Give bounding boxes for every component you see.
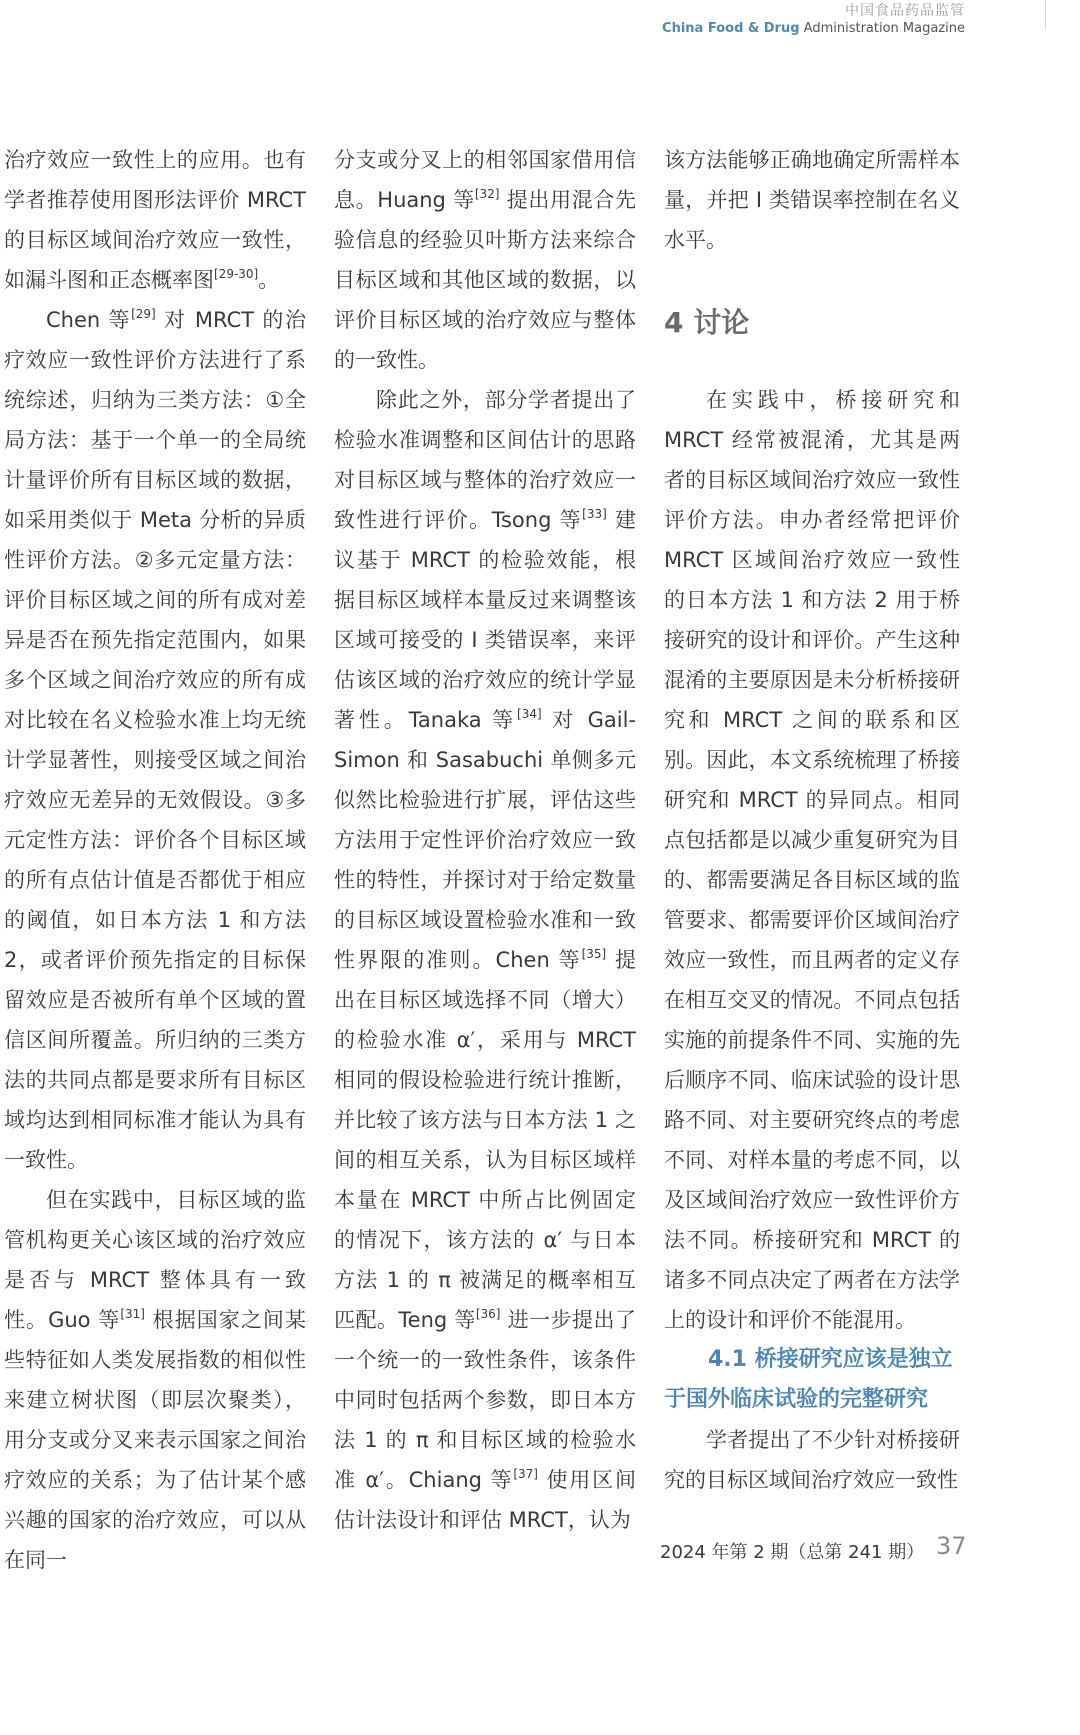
citation-ref: [29] [131, 307, 156, 321]
paragraph: 分支或分叉上的相邻国家借用信息。Huang 等[32] 提出用混合先验信息的经验贝叶斯方法来综合目标区域和其他区域的数据，以评价目标区域的治疗效应与整体的一致性。 [334, 148, 636, 372]
citation-ref: [31] [120, 1307, 145, 1321]
citation-ref: [32] [474, 187, 500, 201]
journal-title-en [662, 20, 965, 38]
text-column-3 [664, 140, 960, 1500]
citation-ref: [35] [581, 947, 607, 961]
header-divider [1045, 0, 1046, 30]
journal-title-en-accent: China Food & Drug [662, 21, 800, 36]
text-column-1 [4, 140, 306, 1580]
journal-title-cn: 中国食品药品监管 [845, 3, 965, 19]
paragraph: 治疗效应一致性上的应用。也有学者推荐使用图形法评价 MRCT 的目标区域间治疗效应一致性，如漏斗图和正态概率图[29-30]。 [4, 148, 306, 292]
citation-ref: [33] [582, 507, 607, 521]
running-header [662, 2, 965, 38]
paragraph: 学者提出了不少针对桥接研究的目标区域间治疗效应一致性 [664, 1428, 960, 1492]
citation-ref: [34] [517, 707, 542, 721]
paragraph: 在实践中，桥接研究和 MRCT 经常被混淆，尤其是两者的目标区域间治疗效应一致性评价方法。申办者经常把评价 MRCT 区域间治疗效应一致性的日本方法 1 和方法 2 用于桥接研究的设计和评价。产生这种混淆的主要原因是未分析桥接研究和 MRCT 之间的联系和区别。因此，本文系统梳理了桥接研究和 MRCT 的异同点。相同点包括都是以减少重复研究为目的、都需要满足各目标区域的监管要求、都需要评价区域间治疗效应一致性，而且两者的定义存在相互交叉的情况。不同点包括实施的前提条件不同、实施的先后顺序不同、临床试验的设计思路不同、对主要研究终点的考虑不同、对样本量的考虑不同，以及区域间治疗效应一致性评价方法不同。桥接研究和 MRCT 的诸多不同点决定了两者在方法学上的设计和评价不能混用。 [664, 388, 960, 1332]
subsection-heading: 4.1 桥接研究应该是独立 于国外临床试验的完整研究 [664, 1347, 953, 1412]
page-number: 37 [936, 1532, 967, 1560]
issue-info: 2024 年第 2 期（总第 241 期） [660, 1542, 925, 1563]
section-heading: 4 讨论 [664, 306, 750, 339]
paragraph: 但在实践中，目标区域的监管机构更关心该区域的治疗效应是否与 MRCT 整体具有一致性。Guo 等[31] 根据国家之间某些特征如人类发展指数的相似性来建立树状图（即层次聚类），用分支或分叉来表示国家之间治疗效应的关系；为了估计某个感兴趣的国家的治疗效应，可以从在同一 [4, 1188, 306, 1572]
paragraph: Chen 等[29] 对 MRCT 的治疗效应一致性评价方法进行了系统综述，归纳为三类方法：①全局方法：基于一个单一的全局统计量评价所有目标区域的数据，如采用类似于 Meta 分析的异质性评价方法。②多元定量方法：评价目标区域之间的所有成对差异是否在预先指定范围内，如果多个区域之间治疗效应的所有成对比较在名义检验水准上均无统计学显著性，则接受区域之间治疗效应无差异的无效假设。③多元定性方法：评价各个目标区域的所有点估计值是否都优于相应的阈值，如日本方法 1 和方法 2，或者评价预先指定的目标保留效应是否被所有单个区域的置信区间所覆盖。所归纳的三类方法的共同点都是要求所有目标区域均达到相同标准才能认为具有一致性。 [4, 307, 306, 1172]
journal-title-en-rest: Administration Magazine [799, 21, 965, 36]
paragraph: 该方法能够正确地确定所需样本量，并把 I 类错误率控制在名义水平。 [664, 148, 960, 252]
citation-ref: [36] [475, 1307, 501, 1321]
paragraph: 除此之外，部分学者提出了检验水准调整和区间估计的思路对目标区域与整体的治疗效应一致性进行评价。Tsong 等[33] 建议基于 MRCT 的检验效能，根据目标区域样本量反过来调整该区域可接受的 I 类错误率，来评估该区域的治疗效应的统计学显著性。Tanaka 等[34] 对 Gail-Simon 和 Sasabuchi 单侧多元似然比检验进行扩展，评估这些方法用于定性评价治疗效应一致性的特性，并探讨对于给定数量的目标区域设置检验水准和一致性界限的准则。Chen 等[35] 提出在目标区域选择不同（增大）的检验水准 α′，采用与 MRCT 相同的假设检验进行统计推断，并比较了该方法与日本方法 1 之间的相互关系，认为目标区域样本量在 MRCT 中所占比例固定的情况下，该方法的 α′ 与日本方法 1 的 π 被满足的概率相互匹配。Teng 等[36] 进一步提出了一个统一的一致性条件，该条件中同时包括两个参数，即日本方法 1 的 π 和目标区域的检验水准 α′。Chiang 等[37] 使用区间估计法设计和评估 MRCT，认为 [334, 388, 636, 1532]
citation-ref: [29-30] [214, 267, 259, 281]
text-column-2 [334, 140, 636, 1540]
citation-ref: [37] [513, 1467, 538, 1481]
